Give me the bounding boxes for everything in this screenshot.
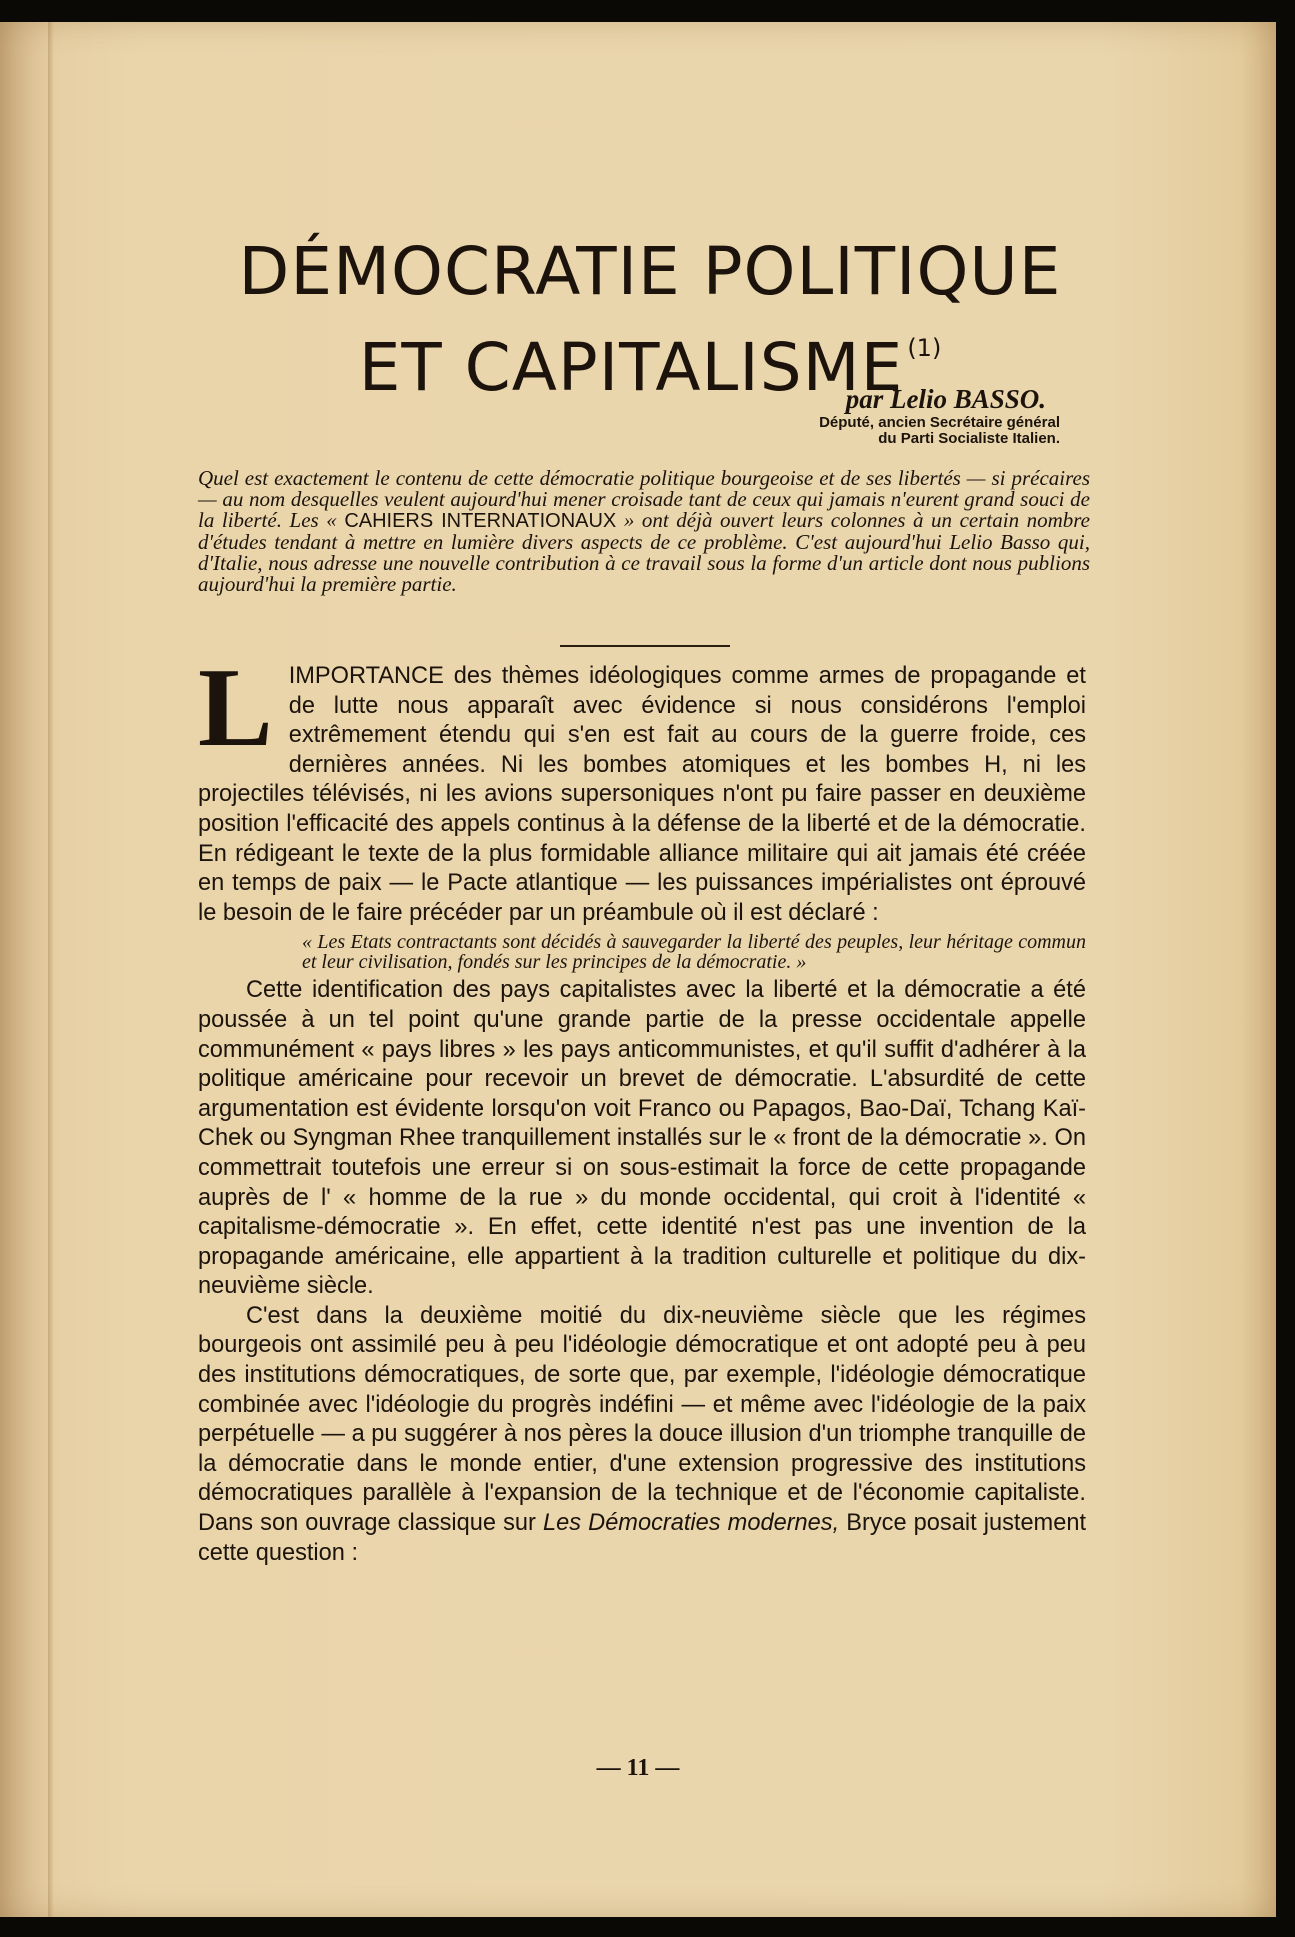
book-title: Les Démocraties modernes, [543,1510,840,1537]
article-title-line-1: DÉMOCRATIE POLITIQUE [238,233,1062,310]
footnote-marker: (1) [907,334,942,362]
page-number: — 11 — [596,1755,680,1781]
author-credit-line-1: Député, ancien Secrétaire général [819,414,1060,431]
drop-cap: L [198,646,273,770]
paragraph-3 [198,1302,1086,1568]
paragraph-3-text: C'est dans la deuxième moitié du dix-neuvième siècle que les régimes bourgeois ont assimilé peu à peu l'idéologie démocratique et ont adopté peu à peu des institutions démocratiques, de sorte que, par exemple, l'idéologie démocratique combinée avec l'idéologie du progrès indéfini — et même avec l'idéologie de la paix perpétuelle — a pu suggérer à nos pères la douce illusion d'un triomphe tranquille de la démocratie dans le monde entier, d'une extension progressive des institutions démocratiques parallèle à l'expansion de la technique et de l'économie capitaliste. Dans son ouvrage classique sur [198,1302,1086,1537]
editorial-introduction [198,468,1090,595]
treaty-quote: « Les Etats contractants sont décidés à sauvegarder la liberté des peuples, leur héritage commun et leur civilisation, fondés sur les principes de la démocratie. » [302,931,1086,974]
page-spine-shadow [48,22,54,1917]
book-page [0,22,1276,1917]
article-body [198,646,1087,1568]
author-credit [600,415,1060,447]
paragraph-2: Cette identification des pays capitalistes avec la liberté et la démocratie a été poussée à un tel point qu'une grande partie de la presse occidentale appelle communément « pays libres » les pays anticommunistes, et qu'il suffit d'adhérer à la politique américaine pour recevoir un brevet de démocratie. L'absurdité de cette argumentation est évidente lorsqu'on voit Franco ou Papagos, Bao-Daï, Tchang Kaï-Chek ou Syngman Rhee tranquillement installés sur le « front de la démocratie ». On commettrait toutefois une erreur si on sous-estimait la force de cette propagande auprès de l' « homme de la rue » du monde occidental, qui croit à l'identité « capitalisme-démocratie ». En effet, cette identité n'est pas une invention de la propagande américaine, elle appartient à la tradition culturelle et politique du dix-neuvième siècle. [198,977,1086,1300]
author-byline: par Lelio BASSO. [845,384,1046,414]
section-divider [560,645,730,647]
paragraph-1 [198,646,1086,928]
article-title-text: ET CAPITALISME [358,329,904,406]
paragraph-1-text: des thèmes idéologiques comme armes de propagande et de lutte nous apparaît avec évidence si nous considérons l'emploi extrêmement étendu qui s'en est fait au cours de la guerre froide, ces dernières années. Ni les bombes atomiques et les bombes H, ni les projectiles télévisés, ni les avions supersoniques n'ont pu faire passer en deuxième position l'efficacité des appels continus à la défense de la liberté et de la démocratie. En rédigeant le texte de la plus formidable alliance militaire qui ait jamais été créée en temps de paix — le Pacte atlantique — les puissances impérialistes ont éprouvé le besoin de le faire précéder par un préambule où il est déclaré : [198,663,1086,926]
intro-text-start: Quel est exactement le contenu de cette démocratie politique bourgeoise et de ses libertés — si précaires — au nom desquelles veulent aujourd'hui mener croisade tant de ceux qui jamais n'eurent grand souci de la liberté. Les « [198,466,1090,532]
journal-name: CAHIERS INTERNATIONAUX [344,510,617,532]
author-credit-line-2: du Parti Socialiste Italien. [878,430,1060,447]
paragraph-3-end: Bryce posait justement cette question : [198,1510,1087,1566]
paragraph-1-lead: IMPORTANCE [288,663,444,689]
intro-text-end: » ont déjà ouvert leurs colonnes à un certain nombre d'études tendant à mettre en lumière divers aspects de ce problème. C'est aujourd'hui Lelio Basso qui, d'Italie, nous adresse une nouvelle contribution à ce travail sous la forme d'un article dont nous publions aujourd'hui la première partie. [198,508,1090,596]
